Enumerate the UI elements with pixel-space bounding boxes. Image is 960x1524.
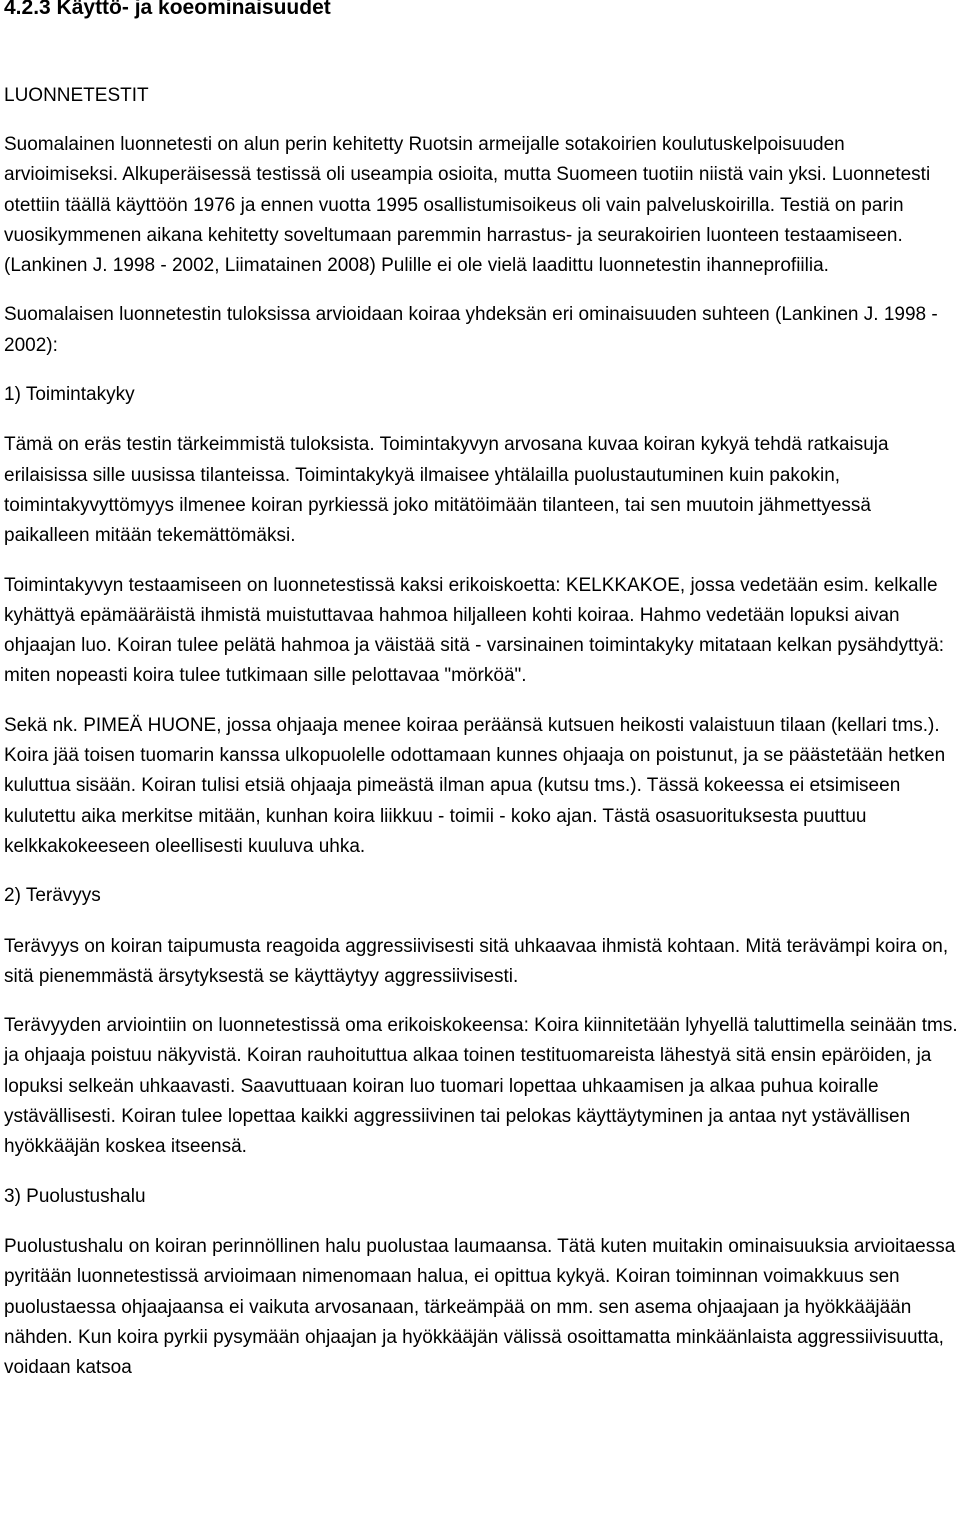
paragraph-intro: Suomalainen luonnetesti on alun perin kehitetty Ruotsin armeijalle sotakoirien koulutuskelpoisuuden arvioimiseksi. Alkuperäisessä testissä oli useampia osioita, mutta Suomeen tuotiin niistä vain yksi. Luonnetesti otettiin täällä käyttöön 1976 ja ennen vuotta 1995 osallistumisoikeus oli vain palveluskoirilla. Testiä on parin vuosikymmenen aikana kehitetty soveltumaan paremmin harrastus- ja seurakoirien luonteen testaamiseen. (Lankinen J. 1998 - 2002, Liimatainen 2008) Pulille ei ole vielä laadittu luonnetestin ihanneprofiilia. bbox=[4, 134, 931, 277]
paragraph-puolustushalu: Puolustushalu on koiran perinnöllinen halu puolustaa laumaansa. Tätä kuten muitakin ominaisuuksia arvioitaessa pyritään luonnetestissä arvioimaan nimenomaan halua, ei opittua kykyä. Koiran toiminnan voimakkuus sen puolustaessa ohjaajaansa ei vaikuta arvosanaan, tärkeämpää on mm. sen asema ohjaajaan ja hyökkääjään nähden. Kun koira pyrkii pysymään ohjaajan ja hyökkääjän välissä osoittamatta minkäänlaista aggressiivisuutta, voidaan katsoa bbox=[4, 1235, 956, 1379]
section-title: LUONNETESTIT bbox=[4, 85, 149, 106]
paragraph-teravyys-koe: Terävyyden arviointiin on luonnetestissä oma erikoiskokeensa: Koira kiinnitetään lyhyellä taluttimella seinään tms. ja ohjaaja poistuu näkyvistä. Koiran rauhoituttua alkaa toinen testituomareista lähestyä sitä ensin epäröiden, ja lopuksi selkeän uhkaavasti. Saavuttuaan koiran luo tuomari lopettaa uhkaamisen ja alkaa puhua koiralle ystävällisesti. Koiran tulee lopettaa kaikki aggressiivinen tai pelokas käyttäytyminen ja antaa nyt ystävällisen hyökkääjän koskea itseensä. bbox=[4, 1015, 958, 1158]
subheading-toimintakyky: 1) Toimintakyky bbox=[4, 384, 135, 406]
section-heading: 4.2.3 Käyttö- ja koeominaisuudet bbox=[4, 0, 331, 19]
subheading-puolustushalu: 3) Puolustushalu bbox=[4, 1185, 146, 1207]
paragraph-kelkkakoe: Toimintakyvyn testaamiseen on luonnetestissä kaksi erikoiskoetta: KELKKAKOE, jossa vedetään esim. kelkalle kyhättyä epämääräistä ihmistä muistuttavaa hahmoa hiljalleen kohti koiraa. Hahmo vedetään lopuksi aivan ohjaajan luo. Koiran tulee pelätä hahmoa ja väistää sitä - varsinainen toimintakyky mitataan kelkan pysähdyttyä: miten nopeasti koira tulee tutkimaan sille pelottavaa "mörköä". bbox=[4, 574, 944, 687]
paragraph-teravyys: Terävyys on koiran taipumusta reagoida aggressiivisesti sitä uhkaavaa ihmistä kohtaan. Mitä terävämpi koira on, sitä pienemmästä ärsytyksestä se käyttäytyy aggressiivisesti. bbox=[4, 935, 949, 987]
subheading-teravyys: 2) Terävyys bbox=[4, 885, 101, 907]
document-page bbox=[4, 0, 960, 1383]
paragraph-toimintakyky: Tämä on eräs testin tärkeimmistä tuloksista. Toimintakyvyn arvosana kuvaa koiran kykyä tehdä ratkaisuja erilaisissa sille uusissa tilanteissa. Toimintakykyä ilmaisee yhtälailla puolustautuminen kuin pakokin, toimintakyvyttömyys ilmenee koiran pyrkiessä joko mitätöimään tilanteen, tai sen muutoin jähmettyessä paikalleen mitään tekemättömäksi. bbox=[4, 434, 889, 547]
paragraph-pimea-huone: Sekä nk. PIMEÄ HUONE, jossa ohjaaja menee koiraa peräänsä kutsuen heikosti valaistuun tilaan (kellari tms.). Koira jää toisen tuomarin kanssa ulkopuolelle odottamaan kunnes ohjaaja on poistunut, ja se päästetään hetken kuluttua sisään. Koiran tulisi etsiä ohjaaja pimeästä ilman apua (kutsu tms.). Tässä kokeessa ei etsimiseen kulutettu aika merkitse mitään, kunhan koira liikkuu - toimii - koko ajan. Tästä osasuorituksesta puuttuu kelkkakokeeseen oleellisesti kuuluva uhka. bbox=[4, 714, 946, 857]
paragraph-overview: Suomalaisen luonnetestin tuloksissa arvioidaan koiraa yhdeksän eri ominaisuuden suhteen (Lankinen J. 1998 - 2002): bbox=[4, 304, 938, 356]
